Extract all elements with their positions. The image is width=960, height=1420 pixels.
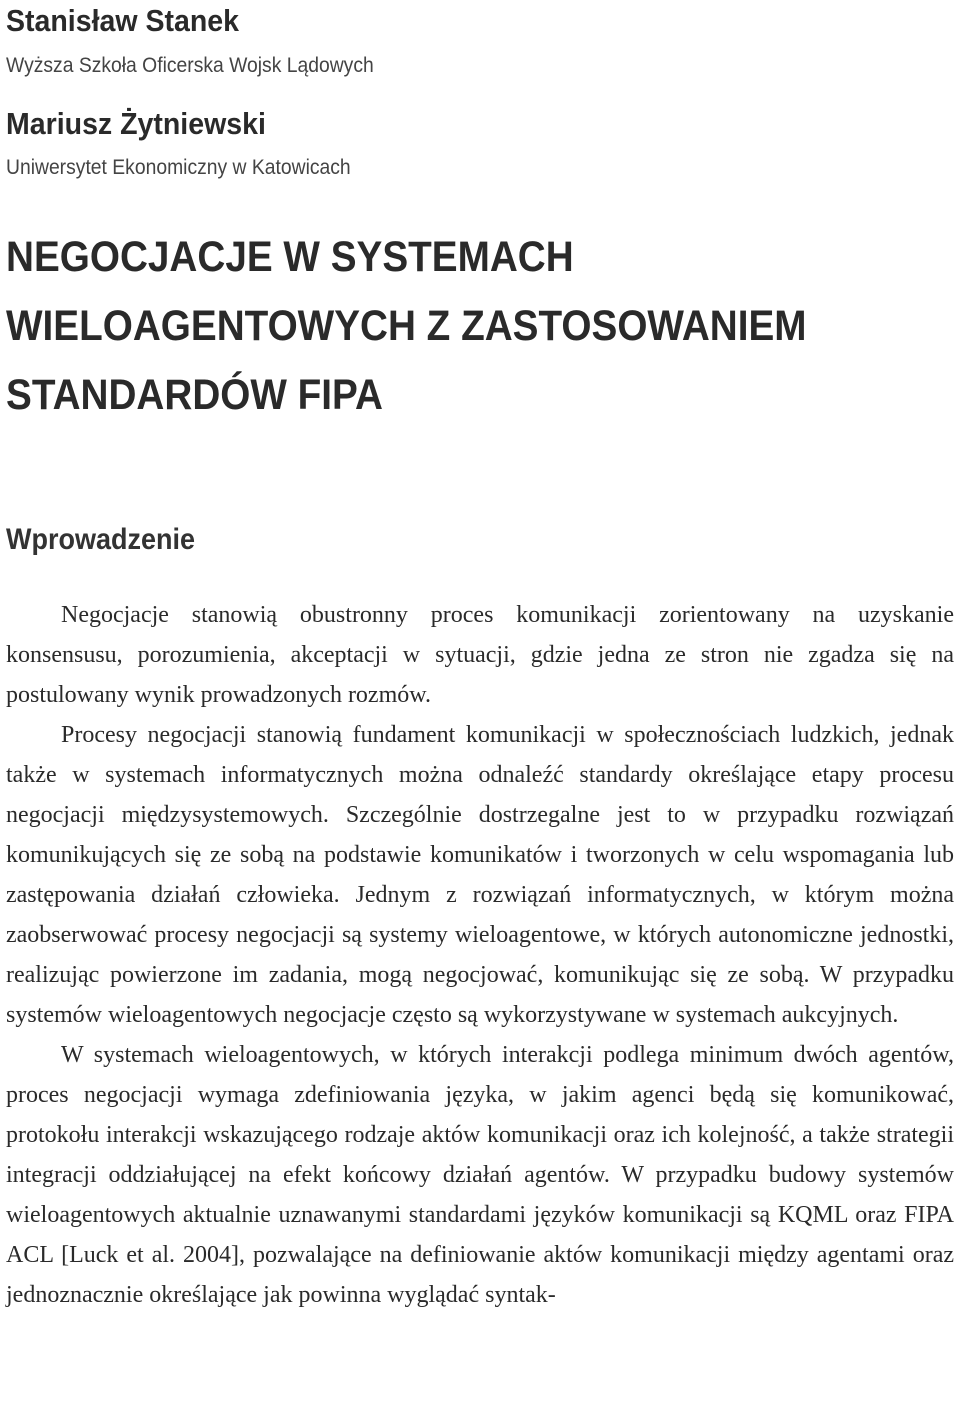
section-heading: Wprowadzenie: [6, 523, 196, 556]
author-affiliation-2: Uniwersytet Ekonomiczny w Katowicach: [6, 156, 351, 179]
author-name-1: Stanisław Stanek: [6, 3, 240, 38]
title-line: WIELOAGENTOWYCH Z ZASTOSOWANIEM: [6, 302, 807, 350]
paragraph: Negocjacje stanowią obustronny proces komunikacji zorientowany na uzyskanie konsensusu, porozumienia, akceptacji w sytuacji, gdzie jedna ze stron nie zgadza się na postulowany wynik prowadzonych rozmów.: [6, 602, 954, 708]
title-line: STANDARDÓW FIPA: [6, 371, 383, 419]
author-name-2: Mariusz Żytniewski: [6, 106, 266, 141]
title-line: NEGOCJACJE W SYSTEMACH: [6, 233, 574, 281]
section-body: [6, 595, 954, 1315]
paper-title: [6, 223, 954, 430]
author-affiliation-1: Wyższa Szkoła Oficerska Wojsk Lądowych: [6, 54, 374, 77]
paragraph: Procesy negocjacji stanowią fundament komunikacji w społecznościach ludzkich, jednak także w systemach informatycznych można odnaleźć standardy określające etapy procesu negocjacji międzysystemowych. Szczególnie dostrzegalne jest to w przypadku rozwiązań komunikujących się ze sobą na podstawie komunikatów i tworzonych w celu wspomagania lub zastępowania działań człowieka. Jednym z rozwiązań informatycznych, w którym można zaobserwować procesy negocjacji są systemy wieloagentowe, w których autonomiczne jednostki, realizując powierzone im zadania, mogą negocjować, komunikując się ze sobą. W przypadku systemów wieloagentowych negocjacje często są wykorzystywane w systemach aukcyjnych.: [6, 722, 954, 1028]
paragraph: W systemach wieloagentowych, w których interakcji podlega minimum dwóch agentów, proces negocjacji wymaga zdefiniowania języka, w jakim agenci będą się komunikować, protokołu interakcji wskazującego rodzaje aktów komunikacji oraz ich kolejność, a także strategii integracji oddziałującej na efekt końcowy działań agentów. W przypadku budowy systemów wieloagentowych aktualnie uznawanymi standardami języków komunikacji są KQML oraz FIPA ACL [Luck et al. 2004], pozwalające na definiowanie aktów komunikacji między agentami oraz jednoznacznie określające jak powinna wyglądać syntak-: [6, 1042, 954, 1308]
